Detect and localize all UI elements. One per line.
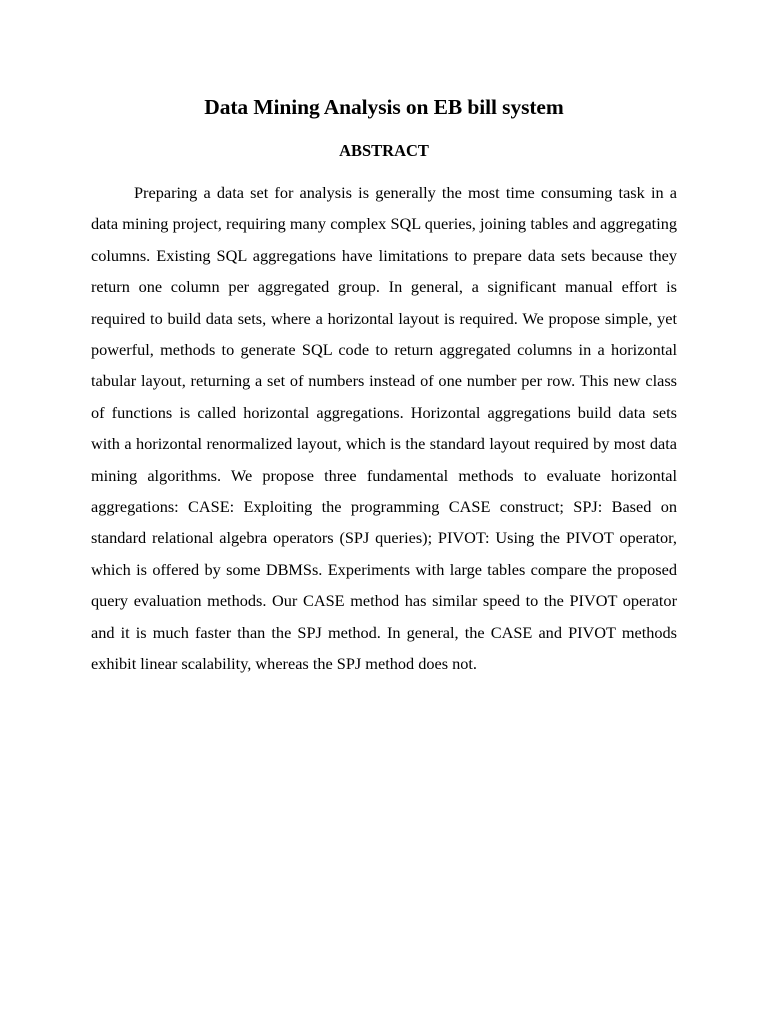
- abstract-paragraph: Preparing a data set for analysis is generally the most time consuming task in a data mining project, requiring many complex SQL queries, joining tables and aggregating columns. Existing SQL aggregations have limitations to prepare data sets because they return one column per aggregated group. In general, a significant manual effort is required to build data sets, where a horizontal layout is required. We propose simple, yet powerful, methods to generate SQL code to return aggregated columns in a horizontal tabular layout, returning a set of numbers instead of one number per row. This new class of functions is called horizontal aggregations. Horizontal aggregations build data sets with a horizontal renormalized layout, which is the standard layout required by most data mining algorithms. We propose three fundamental methods to evaluate horizontal aggregations: CASE: Exploiting the programming CASE construct; SPJ: Based on standard relational algebra operators (SPJ queries); PIVOT: Using the PIVOT operator, which is offered by some DBMSs. Experiments with large tables compare the proposed query evaluation methods. Our CASE method has similar speed to the PIVOT operator and it is much faster than the SPJ method. In general, the CASE and PIVOT methods exhibit linear scalability, whereas the SPJ method does not.: [91, 183, 677, 674]
- abstract-heading: ABSTRACT: [339, 141, 429, 160]
- document-title: Data Mining Analysis on EB bill system: [204, 95, 564, 119]
